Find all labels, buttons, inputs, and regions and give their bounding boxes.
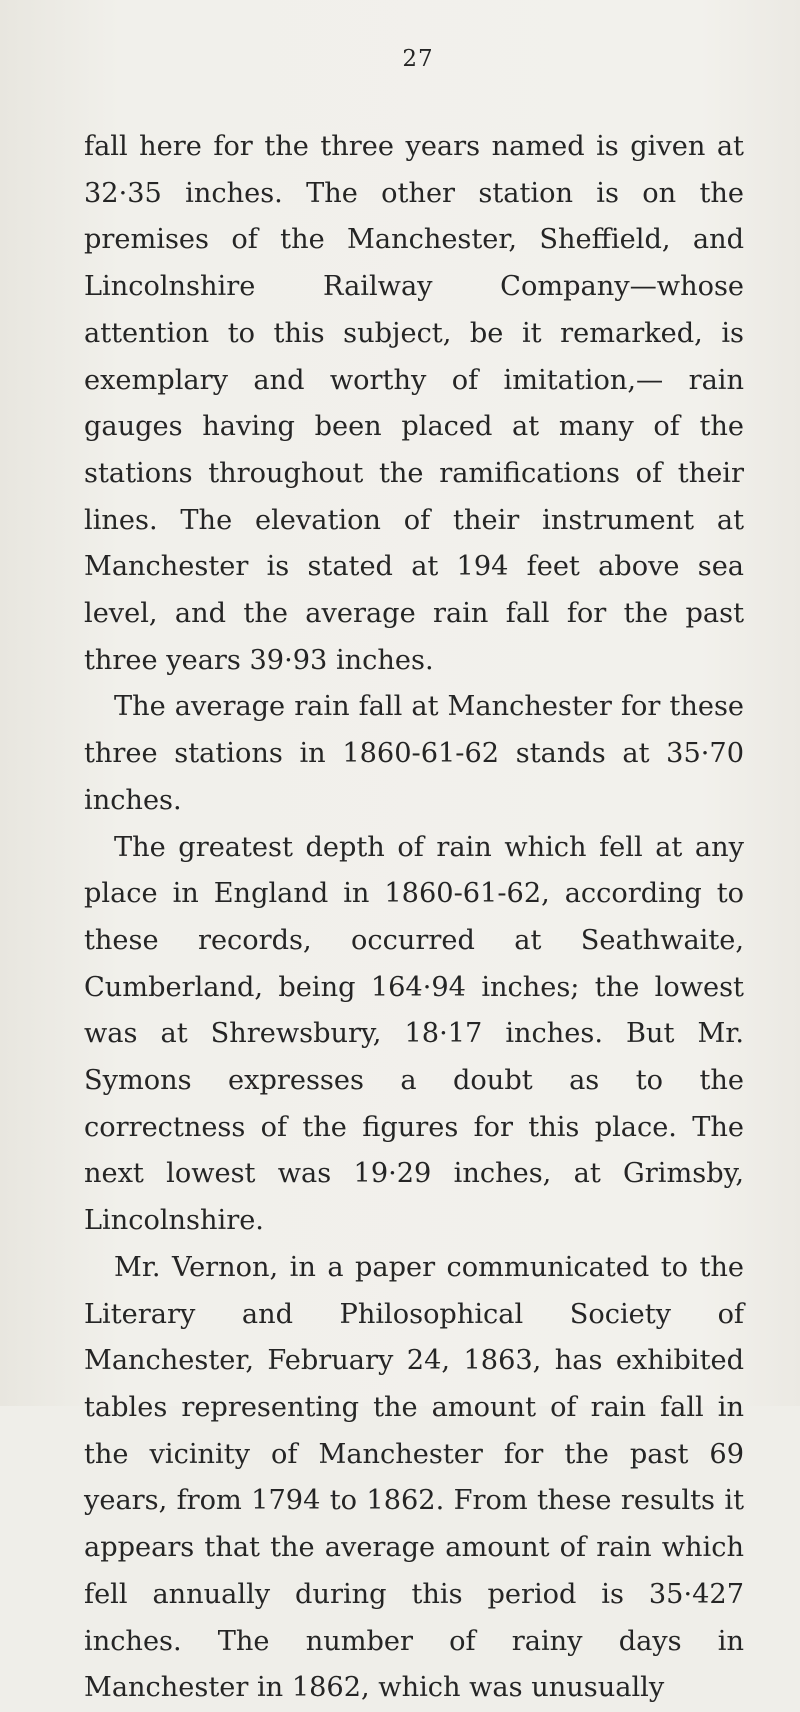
paragraph-vernon-paper: Mr. Vernon, in a paper communicated to the Literary and Philosophical Society of Manchester, February 24, 1863, has exhibited tables representing the amount of rain fall in the vicinity of Manchester for the past 69 years, from 1794 to 1862. From these results it appears that the average amount of rain which fell annually during this period is 35·427 inches. The number of rainy days in Manchester in 1862, which was unusually xyxy=(84,1251,744,1704)
body-text xyxy=(84,124,744,1712)
page-number: 27 xyxy=(402,46,434,72)
paragraph-greatest-depth: The greatest depth of rain which fell at any place in England in 1860-61-62, according to these records, occurred at Seathwaite, Cumberland, being 164·94 inches; the lowest was at Shrewsbury, 18·17 inches. But Mr. Symons expresses a doubt as to the correctness of the figures for this place. The next lowest was 19·29 inches, at Grimsby, Lincolnshire. xyxy=(84,831,744,1237)
paragraph-average-rainfall: The average rain fall at Manchester for these three stations in 1860-61-62 stands at 35·70 inches. xyxy=(84,691,744,816)
paragraph-continued: fall here for the three years named is given at 32·35 inches. The other station is on the premises of the Manchester, Sheffield, and Lincolnshire Railway Company—whose attention to this subject, be it remarked, is exemplary and worthy of imitation,— rain gauges having been placed at many of the stations throughout the ramifications of their lines. The elevation of their instrument at Manchester is stated at 194 feet above sea level, and the average rain fall for the past three years 39·93 inches. xyxy=(84,131,744,676)
